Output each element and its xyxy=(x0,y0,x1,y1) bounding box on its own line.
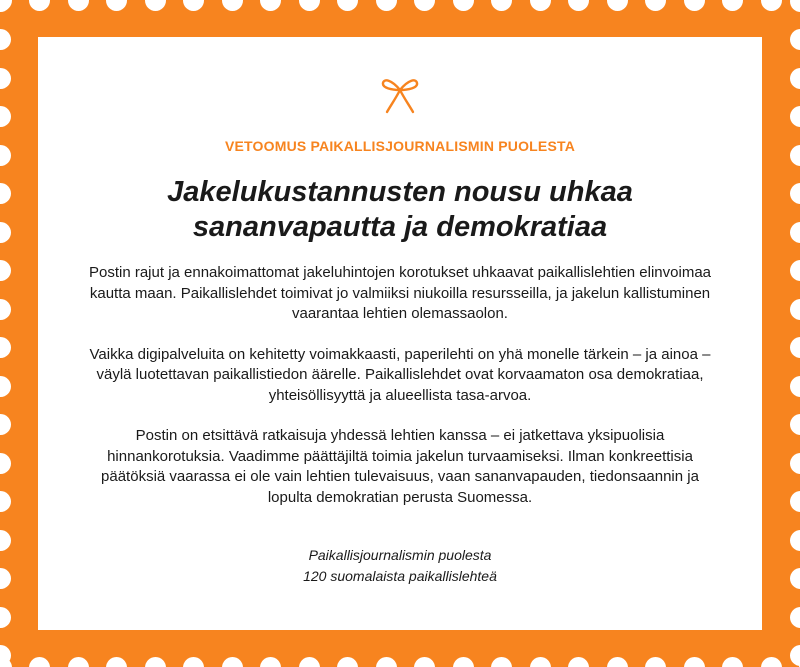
perforation-hole xyxy=(68,0,89,11)
perforation-hole xyxy=(0,607,11,628)
perforation-hole xyxy=(645,657,666,667)
perforation-hole xyxy=(790,491,800,512)
perforation-hole xyxy=(645,0,666,11)
perforation-hole xyxy=(790,260,800,281)
perforation-hole xyxy=(29,0,50,11)
perforation-hole xyxy=(68,657,89,667)
perforation-hole xyxy=(0,0,12,11)
perforation-hole xyxy=(0,106,11,127)
perforation-hole xyxy=(530,0,551,11)
perforation-hole xyxy=(491,0,512,11)
perforation-hole xyxy=(790,183,800,204)
perforation-hole xyxy=(0,376,11,397)
perforation-hole xyxy=(0,260,11,281)
perforation-hole xyxy=(0,68,11,89)
perforation-hole xyxy=(568,657,589,667)
perforation-hole xyxy=(722,0,743,11)
perforation-hole xyxy=(414,657,435,667)
perforation-hole xyxy=(222,0,243,11)
perforation-hole xyxy=(790,453,800,474)
perforation-hole xyxy=(761,657,782,667)
perforation-hole xyxy=(260,0,281,11)
perforation-hole xyxy=(790,337,800,358)
perforation-hole xyxy=(183,0,204,11)
signature-line-1: Paikallisjournalismin puolesta xyxy=(308,547,492,563)
perforation-hole xyxy=(568,0,589,11)
perforation-hole xyxy=(0,29,11,50)
appeal-kicker: VETOOMUS PAIKALLISJOURNALISMIN PUOLESTA xyxy=(224,138,576,154)
signature xyxy=(38,545,762,586)
perforation-hole xyxy=(453,0,474,11)
perforation-hole xyxy=(722,657,743,667)
perforation-hole xyxy=(790,145,800,166)
perforation-hole xyxy=(299,0,320,11)
perforation-hole xyxy=(337,0,358,11)
perforation-hole xyxy=(530,657,551,667)
headline-line-1: Jakelukustannusten nousu uhkaa xyxy=(167,176,633,208)
perforation-hole xyxy=(790,645,800,666)
perforation-hole xyxy=(376,657,397,667)
perforation-hole xyxy=(0,453,11,474)
paragraph-2: Vaikka digipalveluita on kehitetty voimakkaasti, paperilehti on yhä monelle tärkein – ja ainoa – väylä luotettavan paikallistiedon äärelle. Paikallislehdet ovat korvaamaton osa demokratiaa, yhteisöllisyyttä ja alueellista tasa-arvoa. xyxy=(89,345,711,404)
perforation-hole xyxy=(684,0,705,11)
perforation-hole xyxy=(790,568,800,589)
headline-line-2: sananvapautta ja demokratiaa xyxy=(192,211,608,243)
perforation-hole xyxy=(790,106,800,127)
perforation-hole xyxy=(790,414,800,435)
perforation-hole xyxy=(790,222,800,243)
perforation-hole xyxy=(0,414,11,435)
perforation-hole xyxy=(29,657,50,667)
perforation-hole xyxy=(790,29,800,50)
perforation-hole xyxy=(376,0,397,11)
paragraph-1: Postin rajut ja ennakoimattomat jakeluhintojen korotukset uhkaavat paikallislehtien elinvoimaa kautta maan. Paikallislehdet toimivat jo valmiiksi niukoilla resursseilla, ja jakelun kallistuminen vaarantaa lehtien olemassaolon. xyxy=(88,264,712,322)
perforation-hole xyxy=(0,568,11,589)
perforation-hole xyxy=(607,657,628,667)
perforation-hole xyxy=(491,657,512,667)
perforation-hole xyxy=(0,183,11,204)
perforation-hole xyxy=(145,657,166,667)
perforation-hole xyxy=(453,657,474,667)
perforation-hole xyxy=(145,0,166,11)
perforation-hole xyxy=(0,145,11,166)
perforation-hole xyxy=(0,299,11,320)
perforation-hole xyxy=(106,0,127,11)
perforation-hole xyxy=(790,530,800,551)
perforation-hole xyxy=(260,657,281,667)
perforation-hole xyxy=(183,657,204,667)
perforation-hole xyxy=(607,0,628,11)
perforation-hole xyxy=(414,0,435,11)
perforation-hole xyxy=(761,0,782,11)
perforation-hole xyxy=(337,657,358,667)
paragraph-3: Postin on etsittävä ratkaisuja yhdessä lehtien kanssa – ei jatkettava yksipuolisia hinnankorotuksia. Vaadimme päättäjiltä toimia jakelun turvaamiseksi. Ilman konkreettisia päätöksiä vaarassa ei ole vain lehtien tulevaisuus, vaan sananvapauden, tiedonsaannin ja lopulta demokratian perusta Suomessa. xyxy=(101,427,699,506)
appeal-body xyxy=(78,263,722,528)
perforation-hole xyxy=(0,491,11,512)
perforation-hole xyxy=(222,657,243,667)
ribbon-bow-icon xyxy=(378,72,422,116)
headline xyxy=(78,175,722,245)
signature-line-2: 120 suomalaista paikallislehteä xyxy=(303,567,497,584)
perforation-hole xyxy=(299,657,320,667)
perforation-hole xyxy=(790,607,800,628)
perforation-hole xyxy=(684,657,705,667)
appeal-card xyxy=(38,37,762,630)
perforation-hole xyxy=(0,222,11,243)
perforation-hole xyxy=(0,530,11,551)
perforation-hole xyxy=(106,657,127,667)
perforation-hole xyxy=(790,299,800,320)
perforation-hole xyxy=(0,337,11,358)
perforation-hole xyxy=(790,376,800,397)
perforation-hole xyxy=(790,68,800,89)
